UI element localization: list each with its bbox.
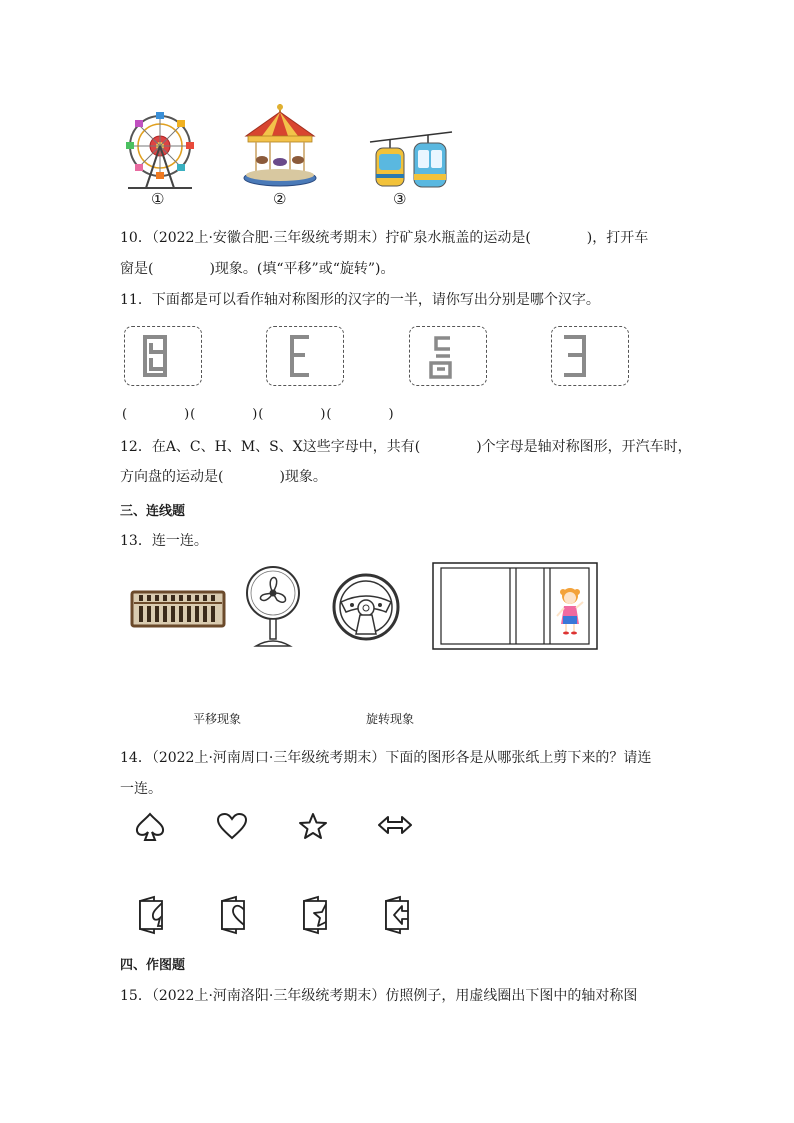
heart-shape-icon [216,812,248,840]
folded-paper-arrow-icon [382,895,412,935]
picture-label-1: ① [151,190,165,208]
picture-label-3: ③ [393,190,407,208]
q14-line1: 14．（2022上·河南周口·三年级统考期末）下面的图形各是从哪张纸上剪下来的？请连 [120,750,652,766]
picture-label-2: ② [273,190,287,208]
window-image [432,562,598,650]
folded-paper-heart-icon [218,895,248,935]
half-character-box-3 [409,326,487,386]
spade-shape-icon [134,812,166,842]
double-arrow-shape-icon [377,814,413,836]
q11-answer-blanks[interactable]: ( )( )( )( ) [122,407,395,422]
half-character-box-2 [266,326,344,386]
steering-wheel-image [330,572,402,642]
half-character-glyph-1 [143,335,167,377]
star-shape-icon [298,812,328,840]
cable-car-image [370,128,452,190]
label-rotation: 旋转现象 [366,712,415,726]
section-4-title: 四、作图题 [120,958,186,973]
half-character-box-4 [551,326,629,386]
abacus-image [130,590,226,628]
q15-line1: 15．（2022上·河南洛阳·三年级统考期末）仿照例子，用虚线圈出下图中的轴对称图 [120,988,638,1004]
q13-text: 13．连一连。 [120,533,208,549]
q12-line1: 12．在A、C、H、M、S、X这些字母中，共有( )个字母是轴对称图形，开汽车时， [120,439,692,455]
q10-line2: 窗是( )现象。(填“平移”或“旋转”)。 [120,261,395,277]
half-character-box-1 [124,326,202,386]
section-3-title: 三、连线题 [120,504,186,519]
electric-fan-image [244,564,302,648]
ferris-wheel-image [124,112,196,190]
half-character-glyph-2 [289,335,311,377]
label-translation: 平移现象 [193,712,242,726]
q14-line2: 一连。 [120,781,162,797]
q12-line2: 方向盘的运动是( )现象。 [120,469,327,485]
folded-paper-spade-icon [136,895,166,935]
half-character-glyph-3 [428,335,454,379]
half-character-glyph-4 [562,335,586,377]
q10-line1: 10．（2022上·安徽合肥·三年级统考期末）拧矿泉水瓶盖的运动是( )，打开车 [120,230,649,246]
carousel-image [242,104,318,190]
folded-paper-star-icon [300,895,330,935]
q11-text: 11．下面都是可以看作轴对称图形的汉字的一半，请你写出分别是哪个汉字。 [120,292,600,308]
